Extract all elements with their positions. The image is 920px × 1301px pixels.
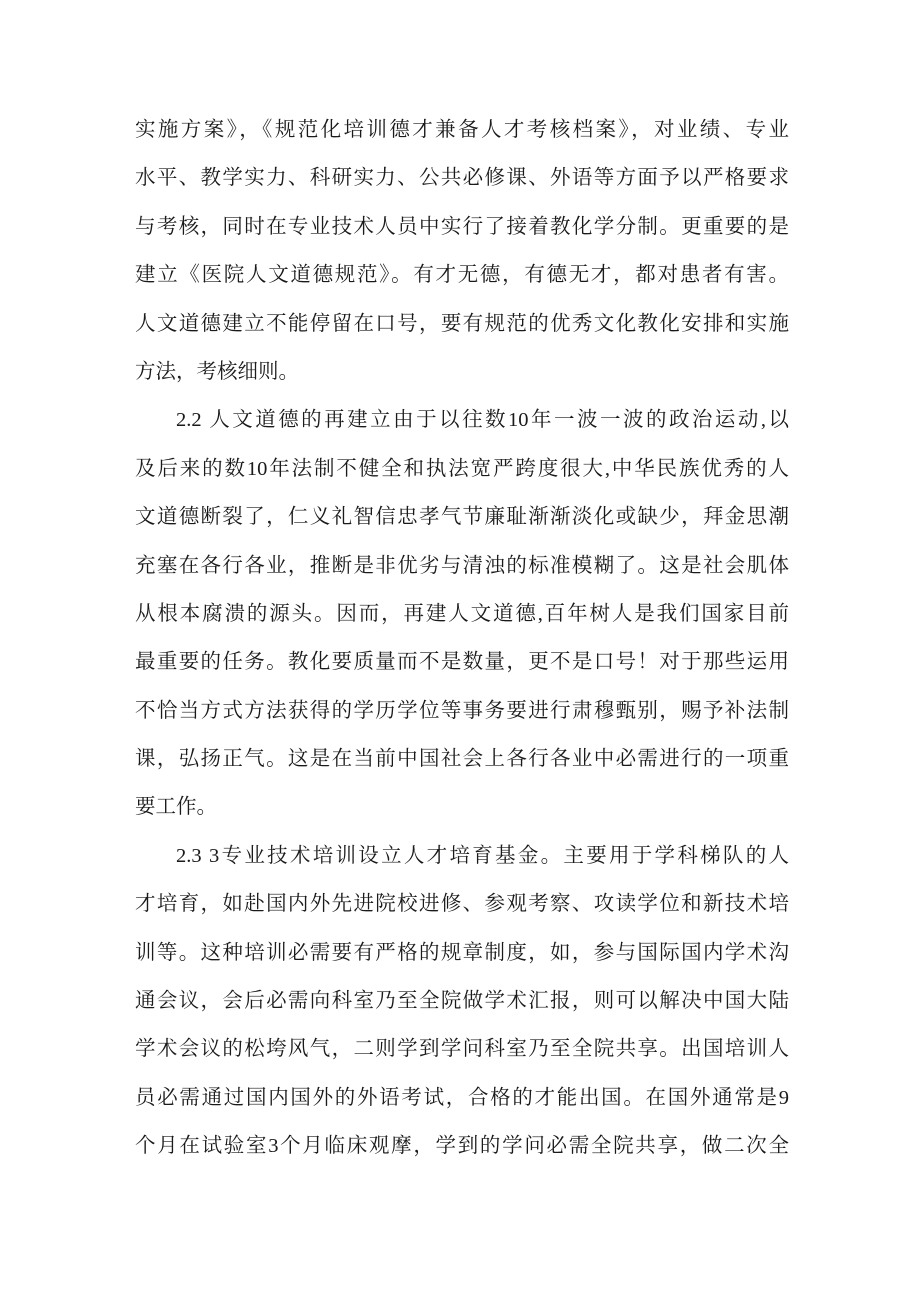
text-line: 课，弘扬正气。这是在当前中国社会上各行各业中必需进行的一项重: [135, 748, 789, 771]
text-line: 人文道德建立不能停留在口号，要有规范的优秀文化教化安排和实施: [135, 312, 789, 335]
paragraph-3: [135, 832, 789, 1171]
text-line: 建立《医院人文道德规范》。有才无德，有德无才，都对患者有害。: [135, 264, 789, 287]
text-line: 及后来的数10年法制不健全和执法宽严跨度很大,中华民族优秀的人: [135, 457, 789, 480]
text-line: 训等。这种培训必需要有严格的规章制度，如，参与国际国内学术沟: [135, 941, 789, 964]
text-line: 方法，考核细则。: [135, 360, 299, 383]
paragraph-2: [135, 396, 789, 832]
text-line: 2.3 3专业技术培训设立人才培育基金。主要用于学科梯队的人: [176, 844, 789, 867]
text-line: 充塞在各行各业，推断是非优劣与清浊的标准模糊了。这是社会肌体: [135, 554, 789, 577]
text-line: 文道德断裂了，仁义礼智信忠孝气节廉耻渐渐淡化或缺少，拜金思潮: [135, 506, 789, 529]
text-line: 要工作。: [135, 796, 217, 819]
text-line: 员必需通过国内国外的外语考试，合格的才能出国。在国外通常是9: [135, 1086, 789, 1109]
text-line: 个月在试验室3个月临床观摩，学到的学问必需全院共享，做二次全: [135, 1135, 789, 1158]
text-line: 学术会议的松垮风气，二则学到学问科室乃至全院共享。出国培训人: [135, 1038, 789, 1061]
paragraph-1: [135, 106, 789, 396]
text-line: 实施方案》，《规范化培训德才兼备人才考核档案》，对业绩、专业: [135, 119, 789, 141]
text-line: 通会议，会后必需向科室乃至全院做学术汇报，则可以解决中国大陆: [135, 990, 789, 1013]
text-line: 2.2 人文道德的再建立由于以往数10年一波一波的政治运动,以: [176, 409, 789, 432]
text-line: 最重要的任务。教化要质量而不是数量，更不是口号！对于那些运用: [135, 651, 789, 674]
text-line: 水平、教学实力、科研实力、公共必修课、外语等方面予以严格要求: [135, 167, 789, 190]
text-line: 才培育，如赴国内外先进院校进修、参观考察、攻读学位和新技术培: [135, 893, 789, 916]
text-line: 不恰当方式方法获得的学历学位等事务要进行肃穆甄别，赐予补法制: [135, 699, 789, 722]
text-line: 与考核，同时在专业技术人员中实行了接着教化学分制。更重要的是: [135, 215, 789, 238]
text-line: 从根本腐溃的源头。因而，再建人文道德,百年树人是我们国家目前: [135, 602, 789, 625]
